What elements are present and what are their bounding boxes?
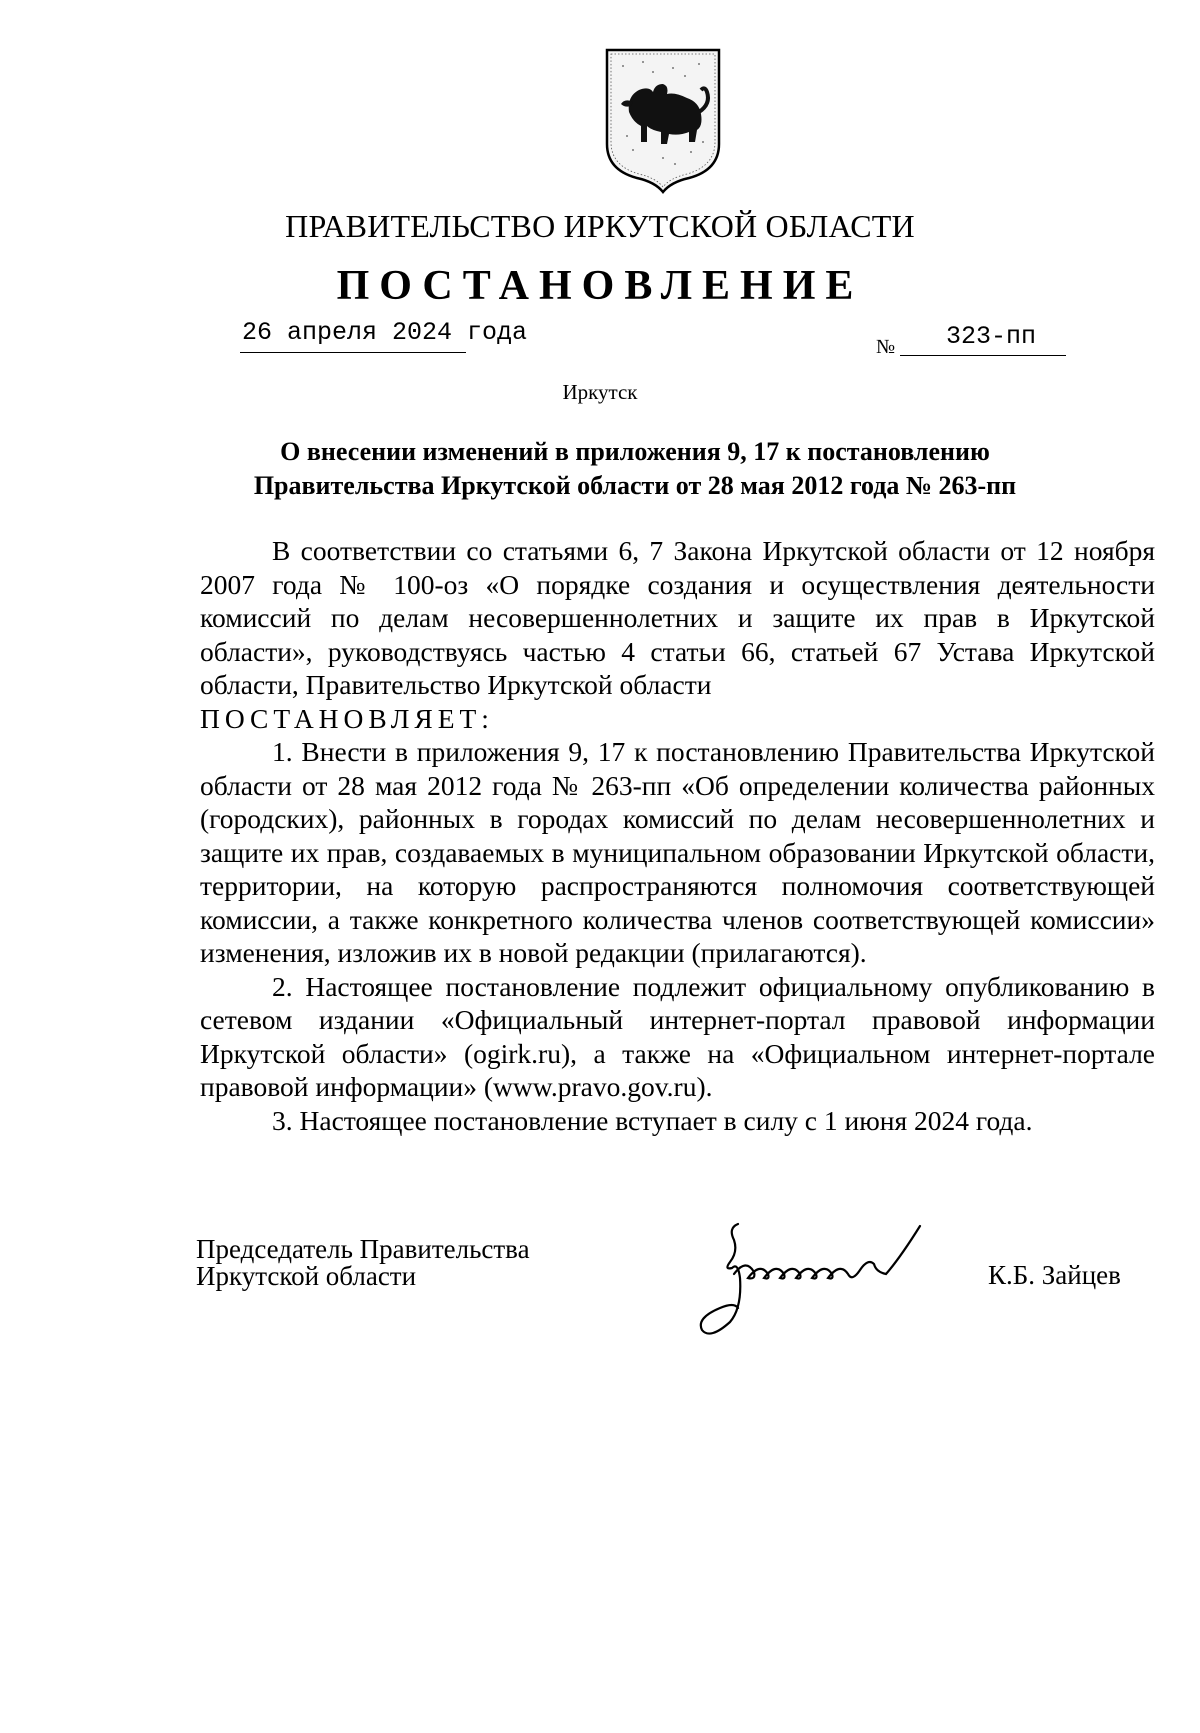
item-2-paragraph: 2. Настоящее постановление подлежит официальному опубликованию в сетевом издании «Официальный интернет-портал правовой информации Иркутской области» (ogirk.ru), а также на «Официальном интернет-портале правовой информации» (www.pravo.gov.ru). [200,970,1155,1102]
document-subject [200,435,1070,503]
coat-of-arms-icon [603,46,723,194]
document-type-title: ПОСТАНОВЛЕНИЕ [336,263,864,309]
signer-name: К.Б. Зайцев [988,1260,1121,1290]
government-name: ПРАВИТЕЛЬСТВО ИРКУТСКОЙ ОБЛАСТИ [285,208,915,244]
decree-word: ПОСТАНОВЛЯЕТ: [200,702,494,734]
document-date: 26 апреля 2024 года [242,318,528,347]
item-3-paragraph: 3. Настоящее постановление вступает в силу с 1 июня 2024 года. [272,1104,1033,1136]
signer-position-line-2: Иркутской области [196,1261,417,1291]
preamble-paragraph: В соответствии со статьями 6, 7 Закона Иркутской области от 12 ноября 2007 года № 100-оз «О порядке создания и осуществления деятельности комиссий по делам несовершеннолетних и защите их прав в Иркутской области», руководствуясь частью 4 статьи 66, статьей 67 Устава Иркутской области, Правительство Иркутской области [200,535,1155,700]
signer-position-line-1: Председатель Правительства [196,1234,530,1264]
document-number: 323-пп [946,322,1037,351]
handwritten-signature [690,1218,960,1348]
number-sign: № [876,336,896,358]
subject-line-1: О внесении изменений в приложения 9, 17 к постановлению [280,437,990,466]
item-1-paragraph: 1. Внести в приложения 9, 17 к постановлению Правительства Иркутской области от 28 мая 2012 года № 263-пп «Об определении количества районных (городских), районных в городах комиссий по делам несовершеннолетних и защите их прав, создаваемых в муниципальном образовании Иркутской области, территории, на которую распространяются полномочия соответствующей комиссии, а также конкретного количества членов соответствующей комиссии» изменения, изложив их в новой редакции (прилагаются). [200,736,1155,968]
signer-position [196,1236,530,1290]
document-body [200,534,1155,1137]
issue-city: Иркутск [562,380,638,404]
subject-line-2: Правительства Иркутской области от 28 мая 2012 года № 263-пп [253,471,1017,500]
number-underline [900,355,1066,356]
date-underline [240,352,466,353]
